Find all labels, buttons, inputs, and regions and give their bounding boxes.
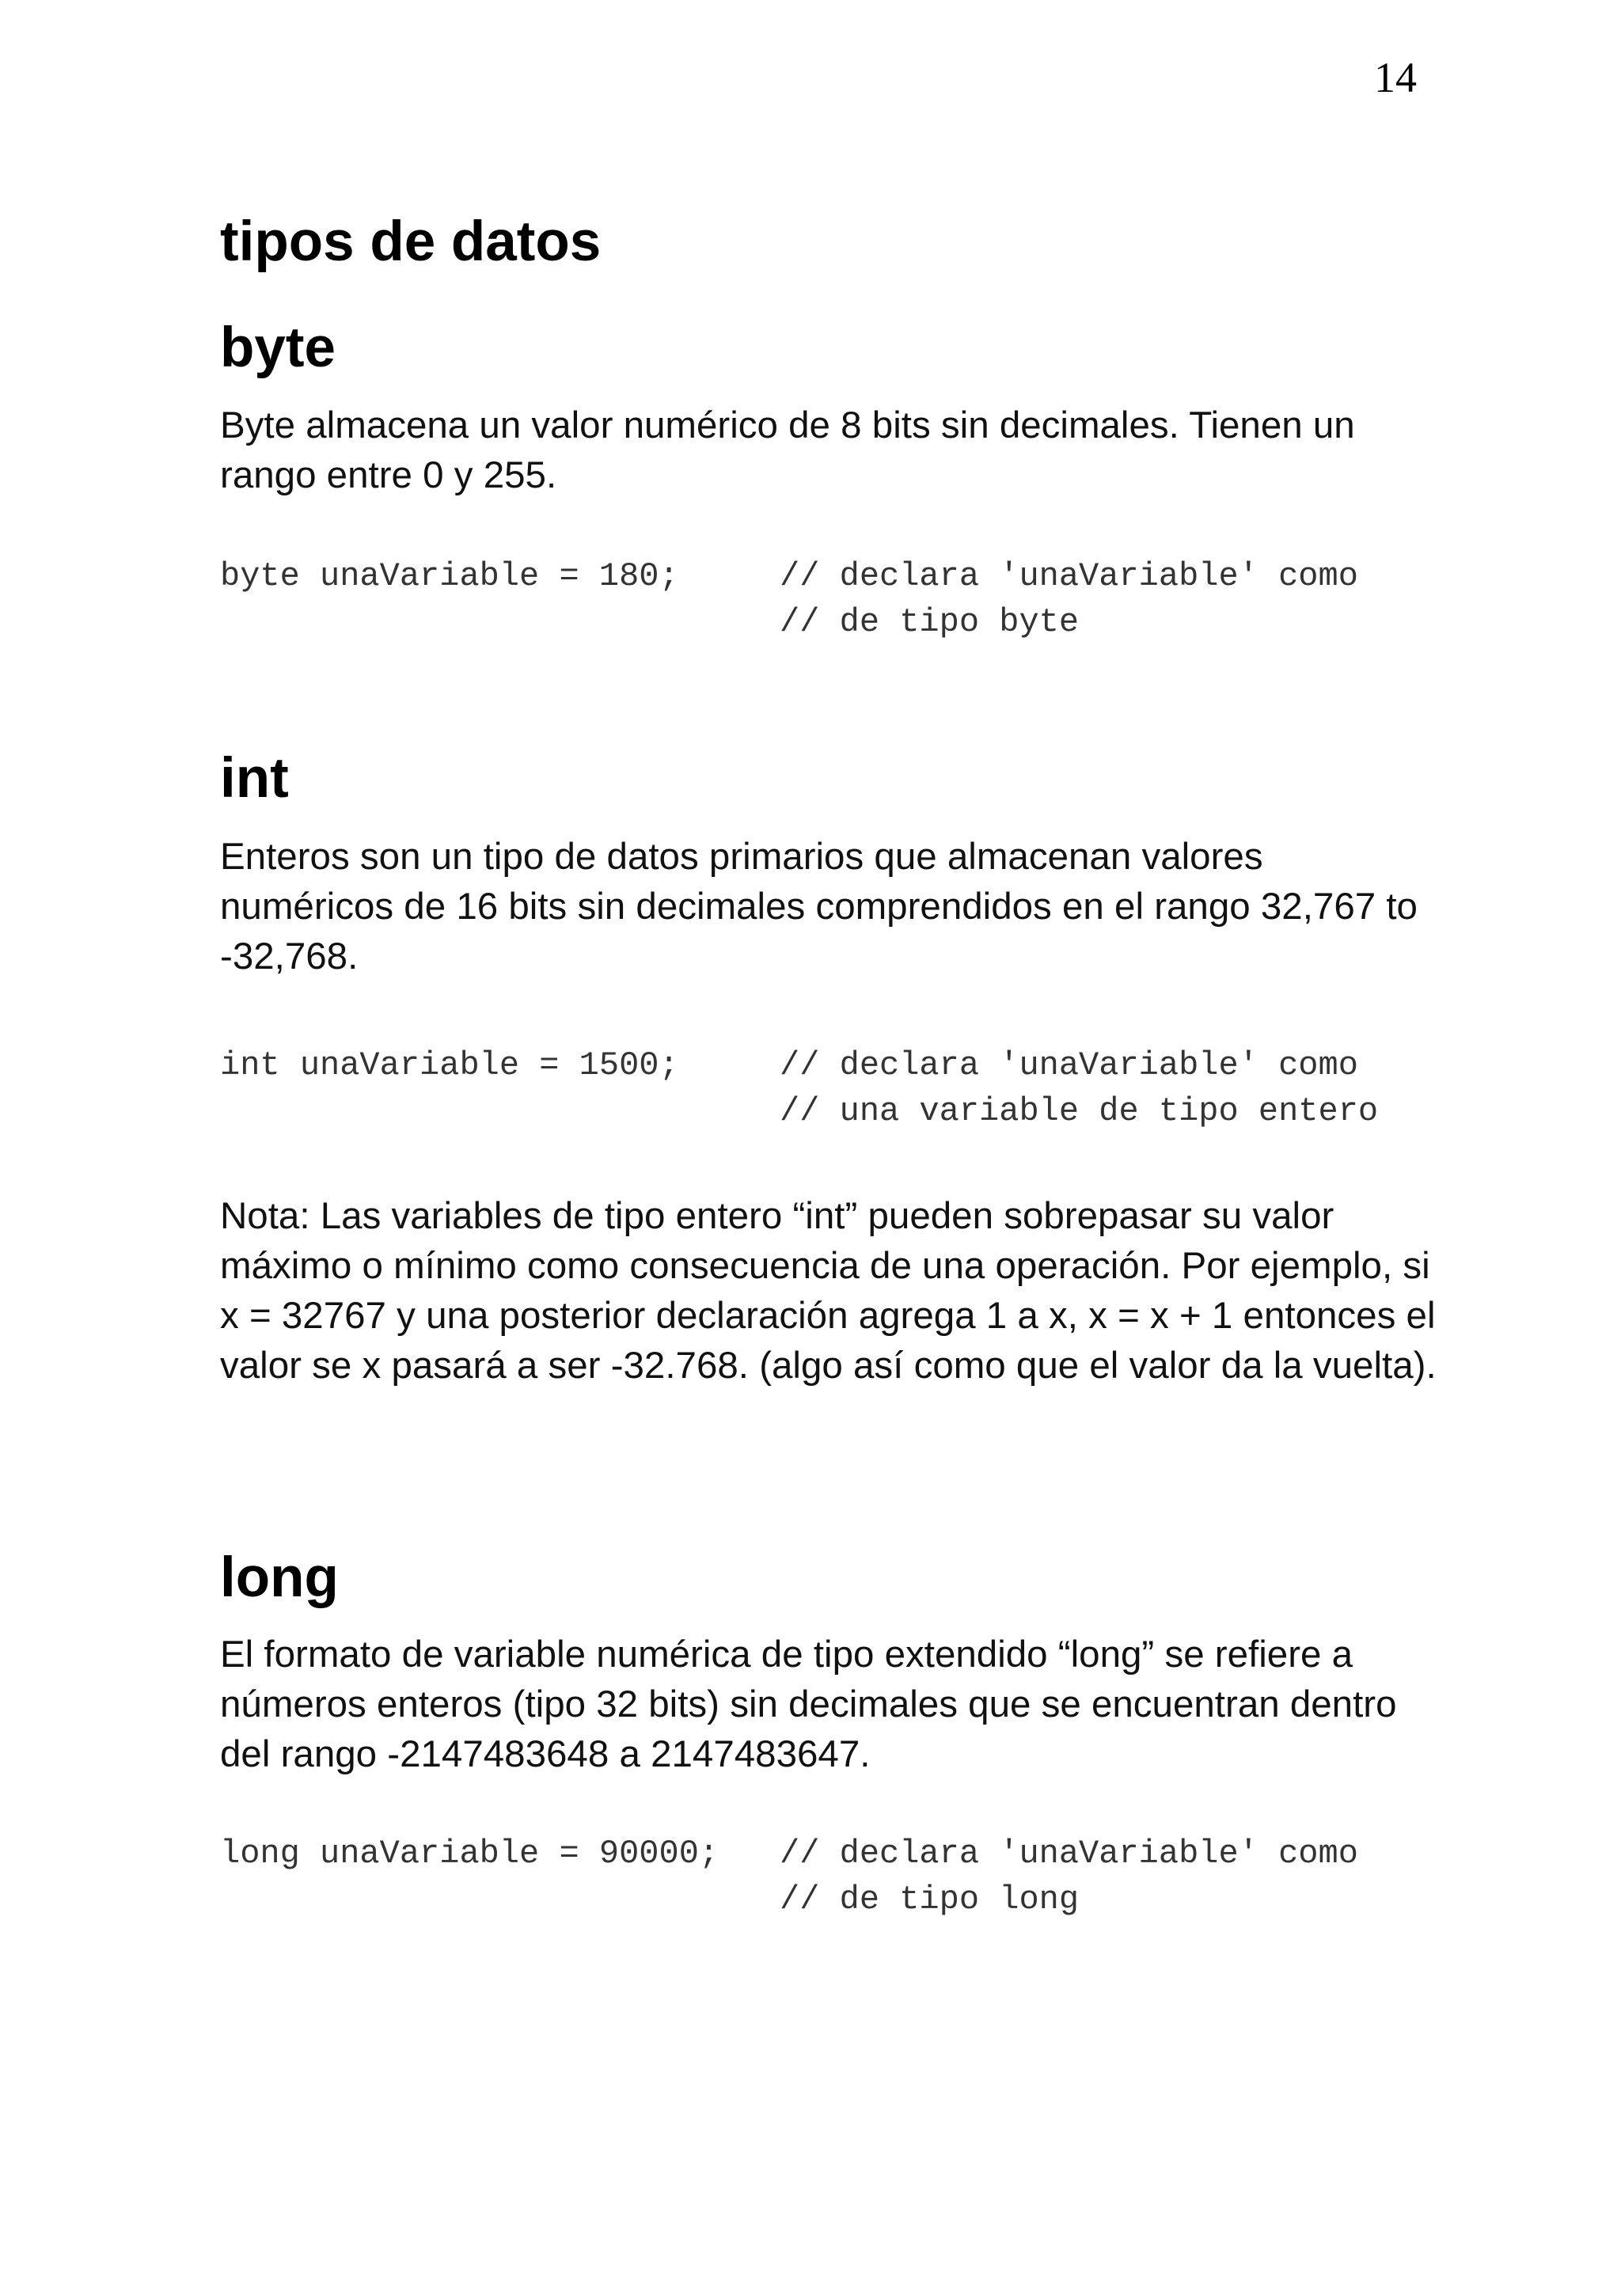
- byte-description: Byte almacena un valor numérico de 8 bits sin decimales. Tienen un rango entre 0 y 255.: [220, 404, 1355, 496]
- byte-code-statement: byte unaVariable = 180;: [220, 557, 679, 595]
- page-title: tipos de datos: [220, 211, 602, 273]
- long-code-statement: long unaVariable = 90000;: [220, 1835, 719, 1873]
- int-code-comment-2: // una variable de tipo entero: [780, 1092, 1379, 1130]
- section-heading-int: int: [220, 747, 289, 810]
- section-heading-long: long: [220, 1546, 339, 1609]
- int-code-statement: int unaVariable = 1500;: [220, 1046, 679, 1084]
- long-code-comment-2: // de tipo long: [780, 1880, 1080, 1918]
- long-description: El formato de variable numérica de tipo extendido “long” se refiere a números enteros (tipo 32 bits) sin decimales que se encuentran dentro del rango -2147483648 a 2147483647.: [220, 1634, 1397, 1775]
- int-description: Enteros son un tipo de datos primarios que almacenan valores numéricos de 16 bits sin decimales comprendidos en el rango 32,767 to -32,768.: [220, 836, 1418, 977]
- page-number: 14: [1374, 54, 1417, 101]
- byte-code-comment-1: // declara 'unaVariable' como: [780, 557, 1358, 595]
- long-code-comment-1: // declara 'unaVariable' como: [780, 1835, 1358, 1873]
- byte-code-comment-2: // de tipo byte: [780, 603, 1080, 641]
- section-heading-byte: byte: [220, 317, 336, 379]
- int-code-comment-1: // declara 'unaVariable' como: [780, 1046, 1358, 1084]
- int-overflow-note: Nota: Las variables de tipo entero “int” pueden sobrepasar su valor máximo o mínimo como consecuencia de una operación. Por ejemplo, si x = 32767 y una posterior declaración agrega 1 a x, x = x + 1 entonces el valor se x pasará a ser -32.768. (algo así como que el valor da la vuelta).: [220, 1195, 1437, 1387]
